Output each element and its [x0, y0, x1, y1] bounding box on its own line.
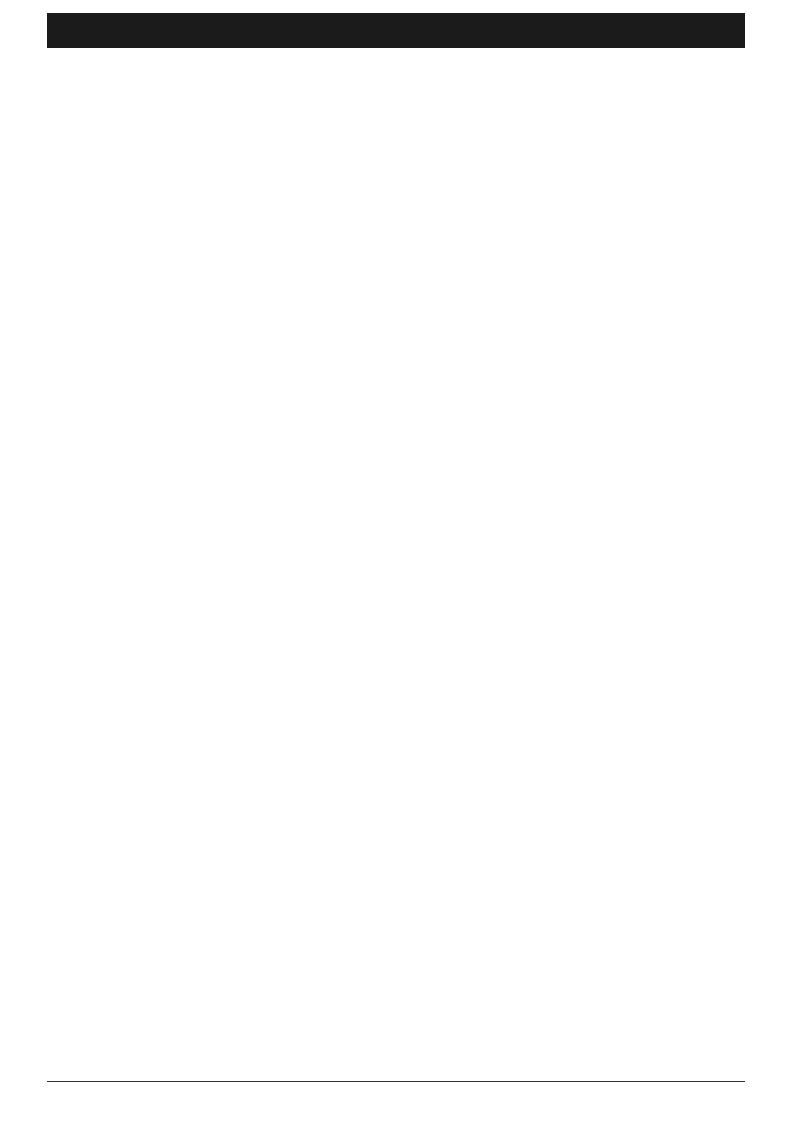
- footer-divider: [47, 1081, 745, 1082]
- header-banner: [47, 13, 745, 48]
